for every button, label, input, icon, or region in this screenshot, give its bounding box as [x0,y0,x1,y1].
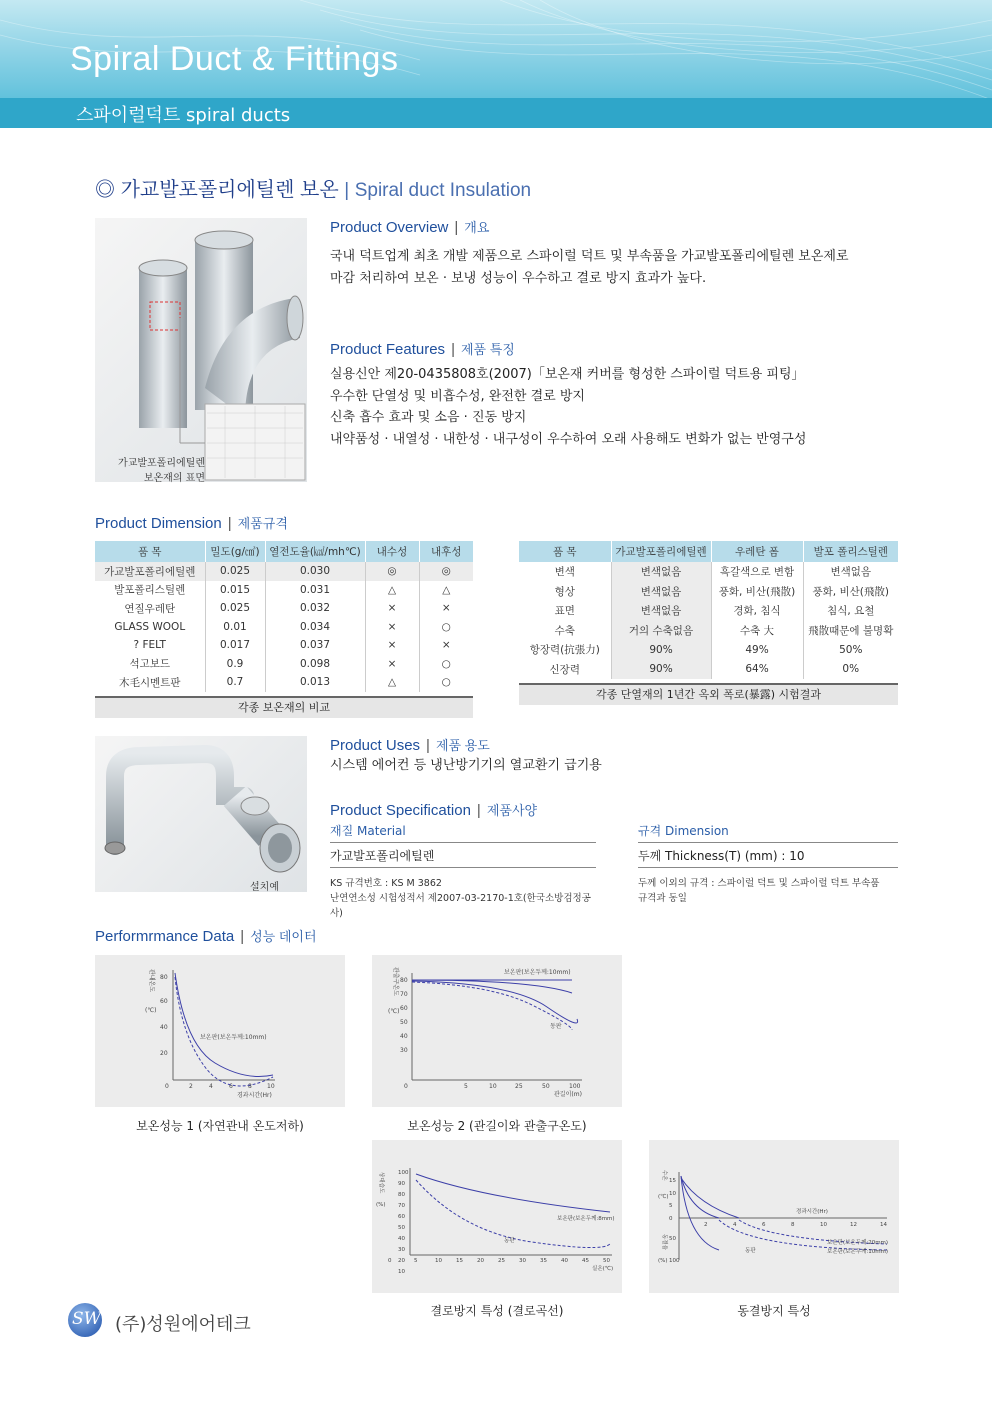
table-header: 밀도(g/㎤) [205,541,265,562]
chart4-series-label3: 동판 [745,1248,756,1254]
dimension-heading-ko: 제품규격 [237,516,288,531]
table-cell: 0.031 [265,581,365,600]
spec-heading-en: Product Specification [330,802,471,819]
chart2-ytick: 40 [400,1033,408,1040]
spec-heading: Product Specification | 제품사양 [330,802,538,819]
chart4-xtick: 4 [733,1222,737,1228]
table-row [95,673,473,692]
chart3-xtick: 25 [498,1258,505,1264]
chart2-ylabel: 관출구온도 [392,967,399,996]
dimension-heading-en: Product Dimension [95,515,222,532]
chart2-xtick: 0 [404,1083,408,1090]
chart4-line-3 [681,1176,719,1250]
chart4-ylabel2: 동결율 [661,1234,667,1250]
chart3-ytick: 100 [398,1170,409,1176]
table-cell: 변색 [554,566,575,579]
chart1-caption: 보온성능 1 (자연관내 온도저하) [136,1119,304,1133]
table-row [519,562,898,582]
table-cell: △ [365,581,419,600]
performance-heading: Performrmance Data | 성능 데이터 [95,928,317,945]
uses-text: 시스템 에어컨 등 냉난방기기의 열교환기 급기용 [330,758,602,773]
section-mark: ◎ [95,179,115,201]
chart3-ytick: 70 [398,1203,405,1209]
table-header: 우레탄 폼 [711,541,803,562]
table-row [519,601,898,621]
table-cell: 50% [803,640,898,660]
table-cell: 0.7 [205,673,265,692]
subtitle-bar [0,98,992,128]
chart1-line-insulated [175,973,273,1077]
chart-insulation-2 [372,955,622,1107]
chart4-ytick1: 15 [669,1178,676,1184]
table-cell: 0.037 [265,636,365,655]
table-cell: 0.9 [205,655,265,674]
chart4-line-1 [681,1176,719,1218]
performance-heading-ko: 성능 데이터 [250,929,317,944]
chart2-ytick: 70 [400,991,408,998]
table-cell: 변색없음 [803,562,898,582]
section-title [95,173,531,202]
table-row [95,618,473,637]
table-cell: 석고보드 [129,658,171,671]
material-note: KS 규격번호 : KS M 3862 [330,878,442,889]
chart4-xlabel: 경과시간(Hr) [796,1209,828,1215]
chart3-xtick: 50 [603,1258,610,1264]
chart2-xtick: 100 [569,1083,581,1090]
chart3-ytick: 30 [398,1247,405,1253]
chart2-xlabel: 관길이(m) [554,1091,582,1098]
chart2-xtick: 50 [542,1083,550,1090]
table-cell: 0% [803,660,898,680]
feature-item: 우수한 단열성 및 비흡수성, 완전한 결로 방지 [330,388,585,404]
chart3-xtick: 45 [582,1258,589,1264]
table-row [519,640,898,660]
table-cell: 木毛시멘트판 [118,676,181,689]
chart4-yunit1: (℃) [658,1194,669,1200]
chart1-yunit: (℃) [145,1007,157,1014]
chart4-caption: 동결방지 특성 [737,1304,811,1318]
page-subtitle: 스파이럴덕트 spiral ducts [76,105,291,126]
chart4-xtick: 10 [820,1222,827,1228]
table-cell: 0.015 [205,581,265,600]
table-cell: 변색없음 [611,562,711,582]
table-cell: △ [365,673,419,692]
chart1-xtick: 0 [165,1083,169,1090]
table-header: 품 목 [95,541,205,562]
chart2-xtick: 5 [464,1083,468,1090]
table-cell: 경화, 침식 [711,601,803,621]
chart3-xtick: 35 [540,1258,547,1264]
chart2-yunit: (℃) [388,1008,400,1015]
table-cell: △ [419,581,473,600]
feature-item: 신축 흡수 효과 및 소음 · 진동 방지 [330,410,527,425]
chart3-caption: 결로방지 특성 (결로곡선) [430,1304,564,1318]
chart2-ytick: 80 [400,977,408,984]
material-label: 재질 Material [330,822,596,843]
chart1-ytick: 40 [160,1024,168,1031]
chart3-xtick: 5 [414,1258,418,1264]
table-cell: 0.034 [265,618,365,637]
chart3-xtick: 10 [435,1258,442,1264]
chart1-xtick: 6 [229,1083,233,1090]
chart4-xtick: 2 [704,1222,708,1228]
performance-heading-en: Performrmance Data [95,928,235,945]
features-heading-en: Product Features [330,341,446,358]
duct-fittings-illustration [95,218,307,482]
table-cell: 수축 大 [711,621,803,641]
dimension-note: 규격과 동일 [638,893,687,904]
table-cell: ○ [419,673,473,692]
chart4-xtick: 8 [791,1222,795,1228]
table1-caption: 각종 보온재의 비교 [95,696,473,718]
chart2-svg [372,955,622,1107]
product-photo-fittings [95,218,307,482]
table-cell: 49% [711,640,803,660]
table-cell: 표면 [554,605,575,618]
table-cell: 수축 [554,624,575,637]
chart1-xtick: 2 [189,1083,193,1090]
chart1-ytick: 80 [160,974,168,981]
table-cell: × [365,599,419,618]
chart-insulation-1 [95,955,345,1107]
photo1-caption [95,456,205,486]
uses-heading: Product Uses | 제품 용도 [330,737,490,754]
chart-freeze-protection [649,1140,899,1293]
table-cell: 0.013 [265,673,365,692]
table-cell: 거의 수축없음 [611,621,711,641]
chart4-series-label1: 보온판(보온두께:20mm) [827,1240,889,1246]
photo1-caption-line2: 보온재의 표면 [143,473,205,484]
overview-heading-en: Product Overview [330,219,449,236]
chart4-xtick: 12 [850,1222,857,1228]
chart3-xtick: 15 [456,1258,463,1264]
table-header: 품 목 [519,541,611,562]
chart4-series-label2: 보온판(보온두께:10mm) [827,1249,889,1255]
chart1-ylabel: 관내온도 [148,969,155,993]
insulation-comparison-table [95,541,473,718]
overview-text [330,246,930,290]
table-cell: ? FELT [133,639,166,652]
chart3-series-label2: 동판 [504,1238,515,1244]
table2-caption: 각종 단열재의 1년간 옥외 폭로(暴露) 시험결과 [519,683,898,705]
chart1-xlabel: 경과시간(Hr) [237,1092,272,1099]
dimension-note: 두께 이외의 규격 : 스파이럴 덕트 및 스파이럴 덕트 부속품 [638,878,880,889]
chart3-yunit: (%) [376,1202,386,1208]
table-cell: × [419,636,473,655]
uses-heading-en: Product Uses [330,737,421,754]
chart2-line-bare [412,981,578,1023]
table-cell: ◎ [419,562,473,581]
table-cell: 풍화, 비산(飛散) [803,582,898,602]
table-cell: 飛散때문에 불명확 [803,621,898,641]
page-title: Spiral Duct & Fittings [70,40,399,78]
table-row [95,655,473,674]
chart4-xtick: 6 [762,1222,766,1228]
table-cell: 64% [711,660,803,680]
table-cell: 0.030 [265,562,365,581]
table-row [95,581,473,600]
chart4-yunit2: (%) [658,1258,668,1264]
chart4-ytick1: 0 [669,1216,673,1222]
chart1-series-label: 보온판(보온두께:10mm) [200,1034,267,1041]
chart3-ytick: 50 [398,1225,405,1231]
chart1-ytick: 20 [160,1050,168,1057]
chart3-xtick: 0 [388,1258,392,1264]
company-name: (주)성원에어테크 [115,1314,251,1335]
chart2-series-label2: 동판 [550,1023,562,1030]
chart1-xtick: 4 [209,1083,213,1090]
chart-condensation [372,1140,622,1293]
photo1-caption-line1: 가교발포폴리에틸렌 [118,458,205,469]
material-value: 가교발포폴리에틸렌 [330,843,596,868]
table-header-row [95,541,473,562]
features-heading: Product Features | 제품 특징 [330,341,515,358]
chart4-svg [649,1140,899,1293]
dimension-notes [638,876,898,906]
table-row [95,562,473,581]
table-cell: 형상 [554,585,575,598]
chart3-xtick: 20 [477,1258,484,1264]
chart2-ytick: 30 [400,1047,408,1054]
table-cell: 발포폴리스틸렌 [114,584,186,597]
table-row [519,582,898,602]
table-cell: 90% [611,640,711,660]
spec-material [330,822,596,921]
table-row [95,599,473,618]
header-banner [0,0,992,128]
section-divider: | [344,180,350,201]
table-cell: 0.025 [205,599,265,618]
chart3-svg [372,1140,622,1293]
chart4-ylabel1: 수온 [661,1170,667,1181]
table1 [95,541,473,692]
overview-line: 국내 덕트업계 최초 개발 제품으로 스파이럴 덕트 및 부속품을 가교발포폴리에틸렌 보온제로 [330,249,849,264]
table-header: 가교발포폴리에틸렌 [611,541,711,562]
table-cell: × [365,655,419,674]
overview-line: 마감 처리하여 보온 · 보냉 성능이 우수하고 결로 방지 효과가 높다. [330,271,707,286]
table-cell: × [365,618,419,637]
table-row [519,660,898,680]
photo2-caption: 설치예 [250,882,279,893]
table-cell: 90% [611,660,711,680]
installation-illustration [95,736,307,892]
chart4-ytick2: 50 [669,1236,676,1242]
table-cell: × [365,636,419,655]
table-cell: 풍화, 비산(飛散) [711,582,803,602]
chart3-xtick: 40 [561,1258,568,1264]
chart4-ytick2: 100 [669,1258,680,1264]
table-cell: 가교발포폴리에틸렌 [104,565,196,578]
spec-dimension [638,822,898,906]
table-cell: × [419,599,473,618]
company-logo [68,1303,102,1337]
feature-item: 내약품성 · 내열성 · 내한성 · 내구성이 우수하여 오래 사용해도 변화가 없는 반영구성 [330,431,807,447]
dimension-label: 규격 Dimension [638,822,898,843]
features-heading-ko: 제품 특징 [460,342,515,357]
table-cell: 0.098 [265,655,365,674]
chart2-caption: 보온성능 2 (관길이와 관출구온도) [407,1119,587,1133]
chart4-xtick: 14 [880,1222,887,1228]
chart2-ytick: 60 [400,1005,408,1012]
table-cell: ◎ [365,562,419,581]
table-cell: 신장력 [549,663,580,676]
chart3-xlabel: 실온(℃) [592,1266,614,1272]
table-cell: 0.01 [205,618,265,637]
table-header: 발포 폴리스틸렌 [803,541,898,562]
table-header: 내수성 [365,541,419,562]
dimension-value: 두께 Thickness(T) (mm) : 10 [638,843,898,868]
chart4-ytick1: 5 [669,1203,673,1209]
chart2-series-label1: 보온판(보온두께:10mm) [504,969,571,976]
chart2-xtick: 10 [489,1083,497,1090]
chart3-ytick: 80 [398,1192,405,1198]
chart3-ytick: 60 [398,1214,405,1220]
section-title-ko: 가교발포폴리에틸렌 보온 [120,179,339,201]
chart1-ytick: 60 [160,998,168,1005]
table-cell: 연질우레탄 [124,602,176,615]
table-header: 내후성 [419,541,473,562]
table-cell: 0.025 [205,562,265,581]
dimension-heading: Product Dimension | 제품규격 [95,515,288,532]
table-cell: 변색없음 [611,601,711,621]
chart2-xtick: 25 [515,1083,523,1090]
chart4-ytick1: 10 [669,1191,676,1197]
product-photo-installation [95,736,307,892]
chart3-ytick: 40 [398,1236,405,1242]
table-cell: 0.017 [205,636,265,655]
overview-heading: Product Overview | 개요 [330,219,490,236]
chart1-svg [95,955,345,1107]
table-cell: 변색없음 [611,582,711,602]
material-note: 난연연소성 시험성적서 제2007-03-2170-1호(한국소방검정공사) [330,893,591,919]
logo-text: SW [72,1309,102,1329]
table-cell: ○ [419,618,473,637]
outdoor-exposure-table [519,541,898,705]
chart3-series-label1: 보온판(보온두께:8mm) [557,1216,615,1222]
table-cell: 흑갈색으로 변함 [711,562,803,582]
table2 [519,541,898,679]
features-list [330,364,930,450]
chart2-ytick: 50 [400,1019,408,1026]
chart3-ytick: 90 [398,1181,405,1187]
table-header-row [519,541,898,562]
chart1-xtick: 10 [267,1083,275,1090]
chart3-ytick: 10 [398,1269,405,1275]
table-row [519,621,898,641]
chart3-ytick: 20 [398,1258,405,1264]
feature-item: 실용신안 제20-0435808호(2007)「보온재 커버를 형성한 스파이럴 덕트용 피팅」 [330,367,805,382]
table-cell: 0.032 [265,599,365,618]
table-cell: 항장력(抗張力) [529,644,600,657]
overview-heading-ko: 개요 [464,220,490,235]
chart3-xtick: 30 [519,1258,526,1264]
table-cell: GLASS WOOL [114,620,186,633]
chart2-line-dashed [412,982,572,1030]
chart3-line-insulated [416,1174,610,1212]
chart1-xtick: 8 [248,1083,252,1090]
spec-heading-ko: 제품사양 [486,803,538,818]
chart3-ylabel: 상대습도 [378,1172,384,1194]
material-notes [330,876,596,921]
table-cell: 침식, 요철 [803,601,898,621]
table-cell: ○ [419,655,473,674]
uses-heading-ko: 제품 용도 [435,738,490,753]
table-header: 열전도율(㎉/mh℃) [265,541,365,562]
table-row [95,636,473,655]
section-title-en: Spiral duct Insulation [354,180,532,201]
